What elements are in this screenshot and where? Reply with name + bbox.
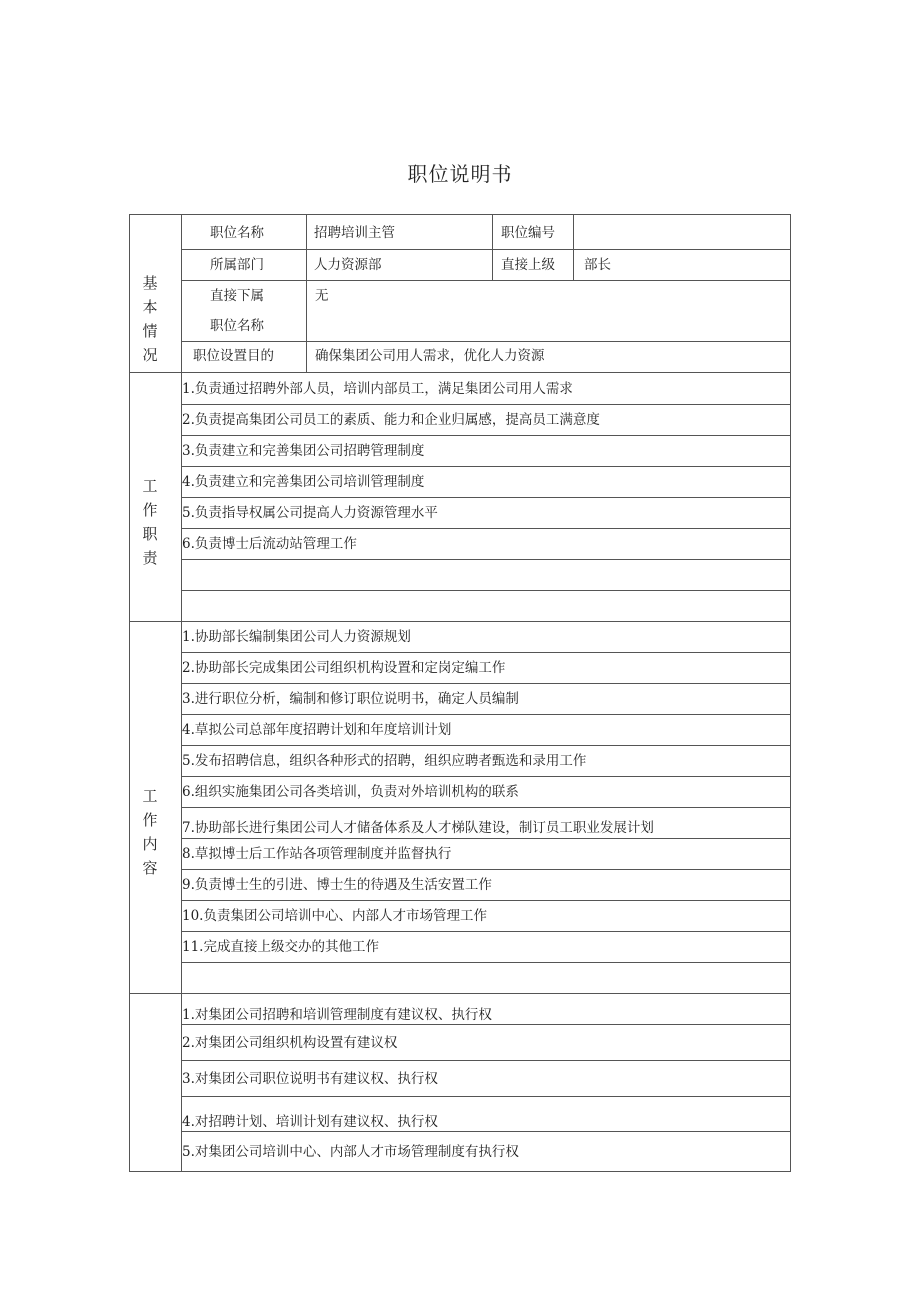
column-divider — [492, 214, 493, 281]
row-divider — [181, 1024, 791, 1025]
list-item: 3.进行职位分析，编制和修订职位说明书，确定人员编制 — [182, 691, 519, 707]
section-label-content: 工 作 内 容 — [142, 787, 168, 877]
row-divider — [181, 249, 791, 250]
row-divider — [181, 838, 791, 839]
table-border-top — [129, 214, 791, 215]
row-divider — [181, 745, 791, 746]
row-divider — [181, 869, 791, 870]
list-item: 4.草拟公司总部年度招聘计划和年度培训计划 — [182, 722, 452, 738]
column-divider — [573, 214, 574, 281]
list-item: 2.协助部长完成集团公司组织机构设置和定岗定编工作 — [182, 660, 506, 676]
superior-label: 直接上级 — [501, 257, 555, 273]
row-divider — [181, 497, 791, 498]
subordinate-label: 职位名称 — [210, 318, 264, 334]
purpose-value: 确保集团公司用人需求，优化人力资源 — [315, 348, 545, 364]
row-divider — [181, 559, 791, 560]
row-divider — [181, 652, 791, 653]
row-divider — [181, 404, 791, 405]
list-item: 9.负责博士生的引进、博士生的待遇及生活安置工作 — [182, 877, 492, 893]
row-divider — [181, 435, 791, 436]
list-item: 7.协助部长进行集团公司人才储备体系及人才梯队建设，制订员工职业发展计划 — [182, 820, 654, 836]
section-divider — [129, 993, 791, 994]
row-divider — [181, 683, 791, 684]
position-name-value: 招聘培训主管 — [314, 225, 395, 241]
document-title: 职位说明书 — [407, 162, 513, 186]
row-divider — [181, 776, 791, 777]
list-item: 3.负责建立和完善集团公司招聘管理制度 — [182, 443, 425, 459]
department-value: 人力资源部 — [314, 257, 382, 273]
table-border-right — [790, 214, 791, 1172]
row-divider — [181, 714, 791, 715]
section-divider — [129, 621, 791, 622]
list-item: 4.负责建立和完善集团公司培训管理制度 — [182, 474, 425, 490]
list-item: 1.负责通过招聘外部人员，培训内部员工，满足集团公司用人需求 — [182, 381, 573, 397]
department-label: 所属部门 — [210, 257, 264, 273]
row-divider — [181, 900, 791, 901]
list-item: 5.负责指导权属公司提高人力资源管理水平 — [182, 505, 438, 521]
row-divider — [181, 466, 791, 467]
position-no-label: 职位编号 — [501, 225, 555, 241]
list-item: 6.组织实施集团公司各类培训，负责对外培训机构的联系 — [182, 784, 519, 800]
list-item: 2.对集团公司组织机构设置有建议权 — [182, 1035, 398, 1051]
list-item: 1.协助部长编制集团公司人力资源规划 — [182, 629, 411, 645]
list-item: 5.发布招聘信息，组织各种形式的招聘，组织应聘者甄选和录用工作 — [182, 753, 587, 769]
row-divider — [181, 1096, 791, 1097]
row-divider — [181, 341, 791, 342]
list-item: 4.对招聘计划、培训计划有建议权、执行权 — [182, 1114, 438, 1130]
row-divider — [181, 1131, 791, 1132]
list-item: 10.负责集团公司培训中心、内部人才市场管理工作 — [182, 908, 487, 924]
row-divider — [181, 1060, 791, 1061]
row-divider — [181, 590, 791, 591]
section-label-duties: 工 作 职 责 — [142, 477, 168, 567]
row-divider — [181, 962, 791, 963]
section-divider — [129, 372, 791, 373]
table-border-bottom — [129, 1171, 791, 1172]
row-divider — [181, 931, 791, 932]
list-item: 3.对集团公司职位说明书有建议权、执行权 — [182, 1071, 438, 1087]
purpose-label: 职位设置目的 — [193, 348, 274, 364]
list-item: 11.完成直接上级交办的其他工作 — [182, 939, 379, 955]
row-divider — [181, 807, 791, 808]
section-label-basic: 基 本 情 况 — [142, 274, 168, 364]
list-item: 1.对集团公司招聘和培训管理制度有建议权、执行权 — [182, 1007, 492, 1023]
subordinate-label: 直接下属 — [210, 288, 264, 304]
row-divider — [181, 528, 791, 529]
list-item: 5.对集团公司培训中心、内部人才市场管理制度有执行权 — [182, 1144, 519, 1160]
column-divider — [306, 214, 307, 373]
list-item: 8.草拟博士后工作站各项管理制度并监督执行 — [182, 846, 452, 862]
row-divider — [181, 280, 791, 281]
superior-value: 部长 — [584, 257, 611, 273]
list-item: 6.负责博士后流动站管理工作 — [182, 536, 357, 552]
position-name-label: 职位名称 — [210, 225, 264, 241]
subordinate-value: 无 — [315, 288, 329, 304]
list-item: 2.负责提高集团公司员工的素质、能力和企业归属感，提高员工满意度 — [182, 412, 600, 428]
